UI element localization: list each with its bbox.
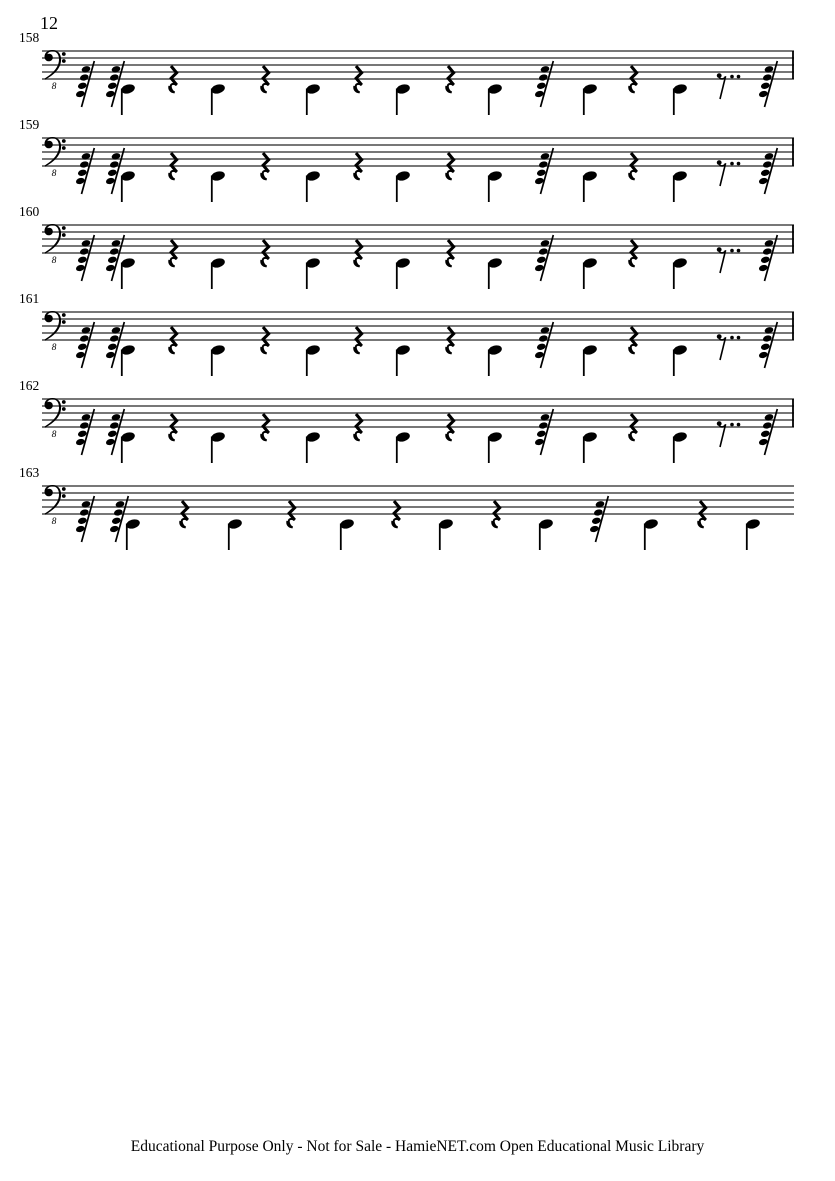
quarter-note — [305, 83, 321, 115]
grace-note-cluster — [75, 322, 94, 368]
footer-text: Educational Purpose Only - Not for Sale - HamieNET.com Open Educational Music Library — [130, 1138, 705, 1155]
staff-svg — [0, 300, 835, 386]
measure-number: 161 — [19, 291, 40, 306]
grace-note-cluster — [109, 496, 128, 542]
quarter-note — [672, 83, 688, 115]
quarter-note — [487, 344, 503, 376]
octave-transposition-label — [52, 256, 57, 266]
staff-lines — [42, 486, 794, 514]
svg-text:8: 8 — [51, 256, 57, 266]
staff-svg — [0, 39, 835, 125]
quarter-note — [582, 83, 598, 115]
staff-svg — [0, 126, 835, 212]
measure-number: 162 — [19, 378, 40, 393]
grace-note-cluster — [75, 61, 94, 107]
quarter-note — [672, 344, 688, 376]
quarter-note — [672, 257, 688, 289]
quarter-note — [487, 170, 503, 202]
grace-note-cluster — [758, 148, 777, 194]
eighth-rest-double-dotted — [717, 73, 741, 99]
quarter-note — [582, 170, 598, 202]
quarter-note — [305, 344, 321, 376]
quarter-note — [210, 257, 226, 289]
quarter-note — [395, 344, 411, 376]
quarter-note — [305, 431, 321, 463]
svg-text:8: 8 — [51, 82, 57, 92]
page-number: 12 — [40, 13, 58, 33]
quarter-note — [339, 518, 355, 550]
staff-lines — [42, 399, 794, 427]
quarter-note — [745, 518, 761, 550]
quarter-note — [210, 344, 226, 376]
quarter-note — [487, 431, 503, 463]
grace-note-cluster — [75, 148, 94, 194]
grace-note-cluster — [758, 322, 777, 368]
grace-note-cluster — [534, 235, 553, 281]
staff-svg — [0, 387, 835, 473]
quarter-note — [582, 344, 598, 376]
system-measure-3 — [0, 205, 835, 305]
octave-transposition-label — [52, 430, 57, 440]
grace-note-cluster — [534, 409, 553, 455]
system-measure-6 — [0, 466, 835, 566]
octave-transposition-label — [52, 82, 57, 92]
system-measure-2 — [0, 118, 835, 218]
eighth-rest-double-dotted — [717, 334, 741, 360]
grace-note-cluster — [589, 496, 608, 542]
eighth-rest-double-dotted — [717, 421, 741, 447]
grace-note-cluster — [534, 148, 553, 194]
system-measure-4 — [0, 292, 835, 392]
staff-svg — [0, 474, 835, 560]
staff-lines — [42, 138, 794, 166]
svg-text:8: 8 — [51, 169, 57, 179]
svg-text:8: 8 — [51, 343, 57, 353]
grace-note-cluster — [534, 61, 553, 107]
grace-note-cluster — [758, 409, 777, 455]
quarter-note — [582, 257, 598, 289]
quarter-note — [120, 344, 136, 376]
quarter-note — [487, 83, 503, 115]
grace-note-cluster — [758, 61, 777, 107]
measure-number: 159 — [19, 117, 40, 132]
quarter-note — [210, 431, 226, 463]
grace-note-cluster — [534, 322, 553, 368]
quarter-note — [305, 257, 321, 289]
measure-number: 158 — [19, 30, 40, 45]
svg-text:8: 8 — [51, 430, 57, 440]
grace-note-cluster — [75, 409, 94, 455]
eighth-rest-double-dotted — [717, 247, 741, 273]
quarter-note — [438, 518, 454, 550]
quarter-note — [538, 518, 554, 550]
measure-number: 163 — [19, 465, 40, 480]
system-measure-5 — [0, 379, 835, 479]
quarter-note — [227, 518, 243, 550]
grace-note-cluster — [758, 235, 777, 281]
staff-lines — [42, 312, 794, 340]
measure-number: 160 — [19, 204, 40, 219]
quarter-note — [395, 257, 411, 289]
eighth-rest-double-dotted — [717, 160, 741, 186]
quarter-note — [305, 170, 321, 202]
quarter-note — [395, 83, 411, 115]
quarter-note — [120, 83, 136, 115]
quarter-note — [210, 83, 226, 115]
quarter-note — [672, 431, 688, 463]
quarter-note — [487, 257, 503, 289]
quarter-note — [210, 170, 226, 202]
octave-transposition-label — [52, 517, 57, 527]
staff-lines — [42, 51, 794, 79]
quarter-note — [582, 431, 598, 463]
quarter-note — [395, 431, 411, 463]
svg-text:8: 8 — [51, 517, 57, 527]
quarter-note — [120, 170, 136, 202]
staff-svg — [0, 213, 835, 299]
quarter-note — [120, 431, 136, 463]
grace-note-cluster — [75, 496, 94, 542]
quarter-note — [672, 170, 688, 202]
octave-transposition-label — [52, 343, 57, 353]
staff-lines — [42, 225, 794, 253]
quarter-note — [643, 518, 659, 550]
system-measure-1 — [0, 31, 835, 131]
quarter-note — [395, 170, 411, 202]
grace-note-cluster — [75, 235, 94, 281]
octave-transposition-label — [52, 169, 57, 179]
quarter-note — [125, 518, 141, 550]
quarter-note — [120, 257, 136, 289]
